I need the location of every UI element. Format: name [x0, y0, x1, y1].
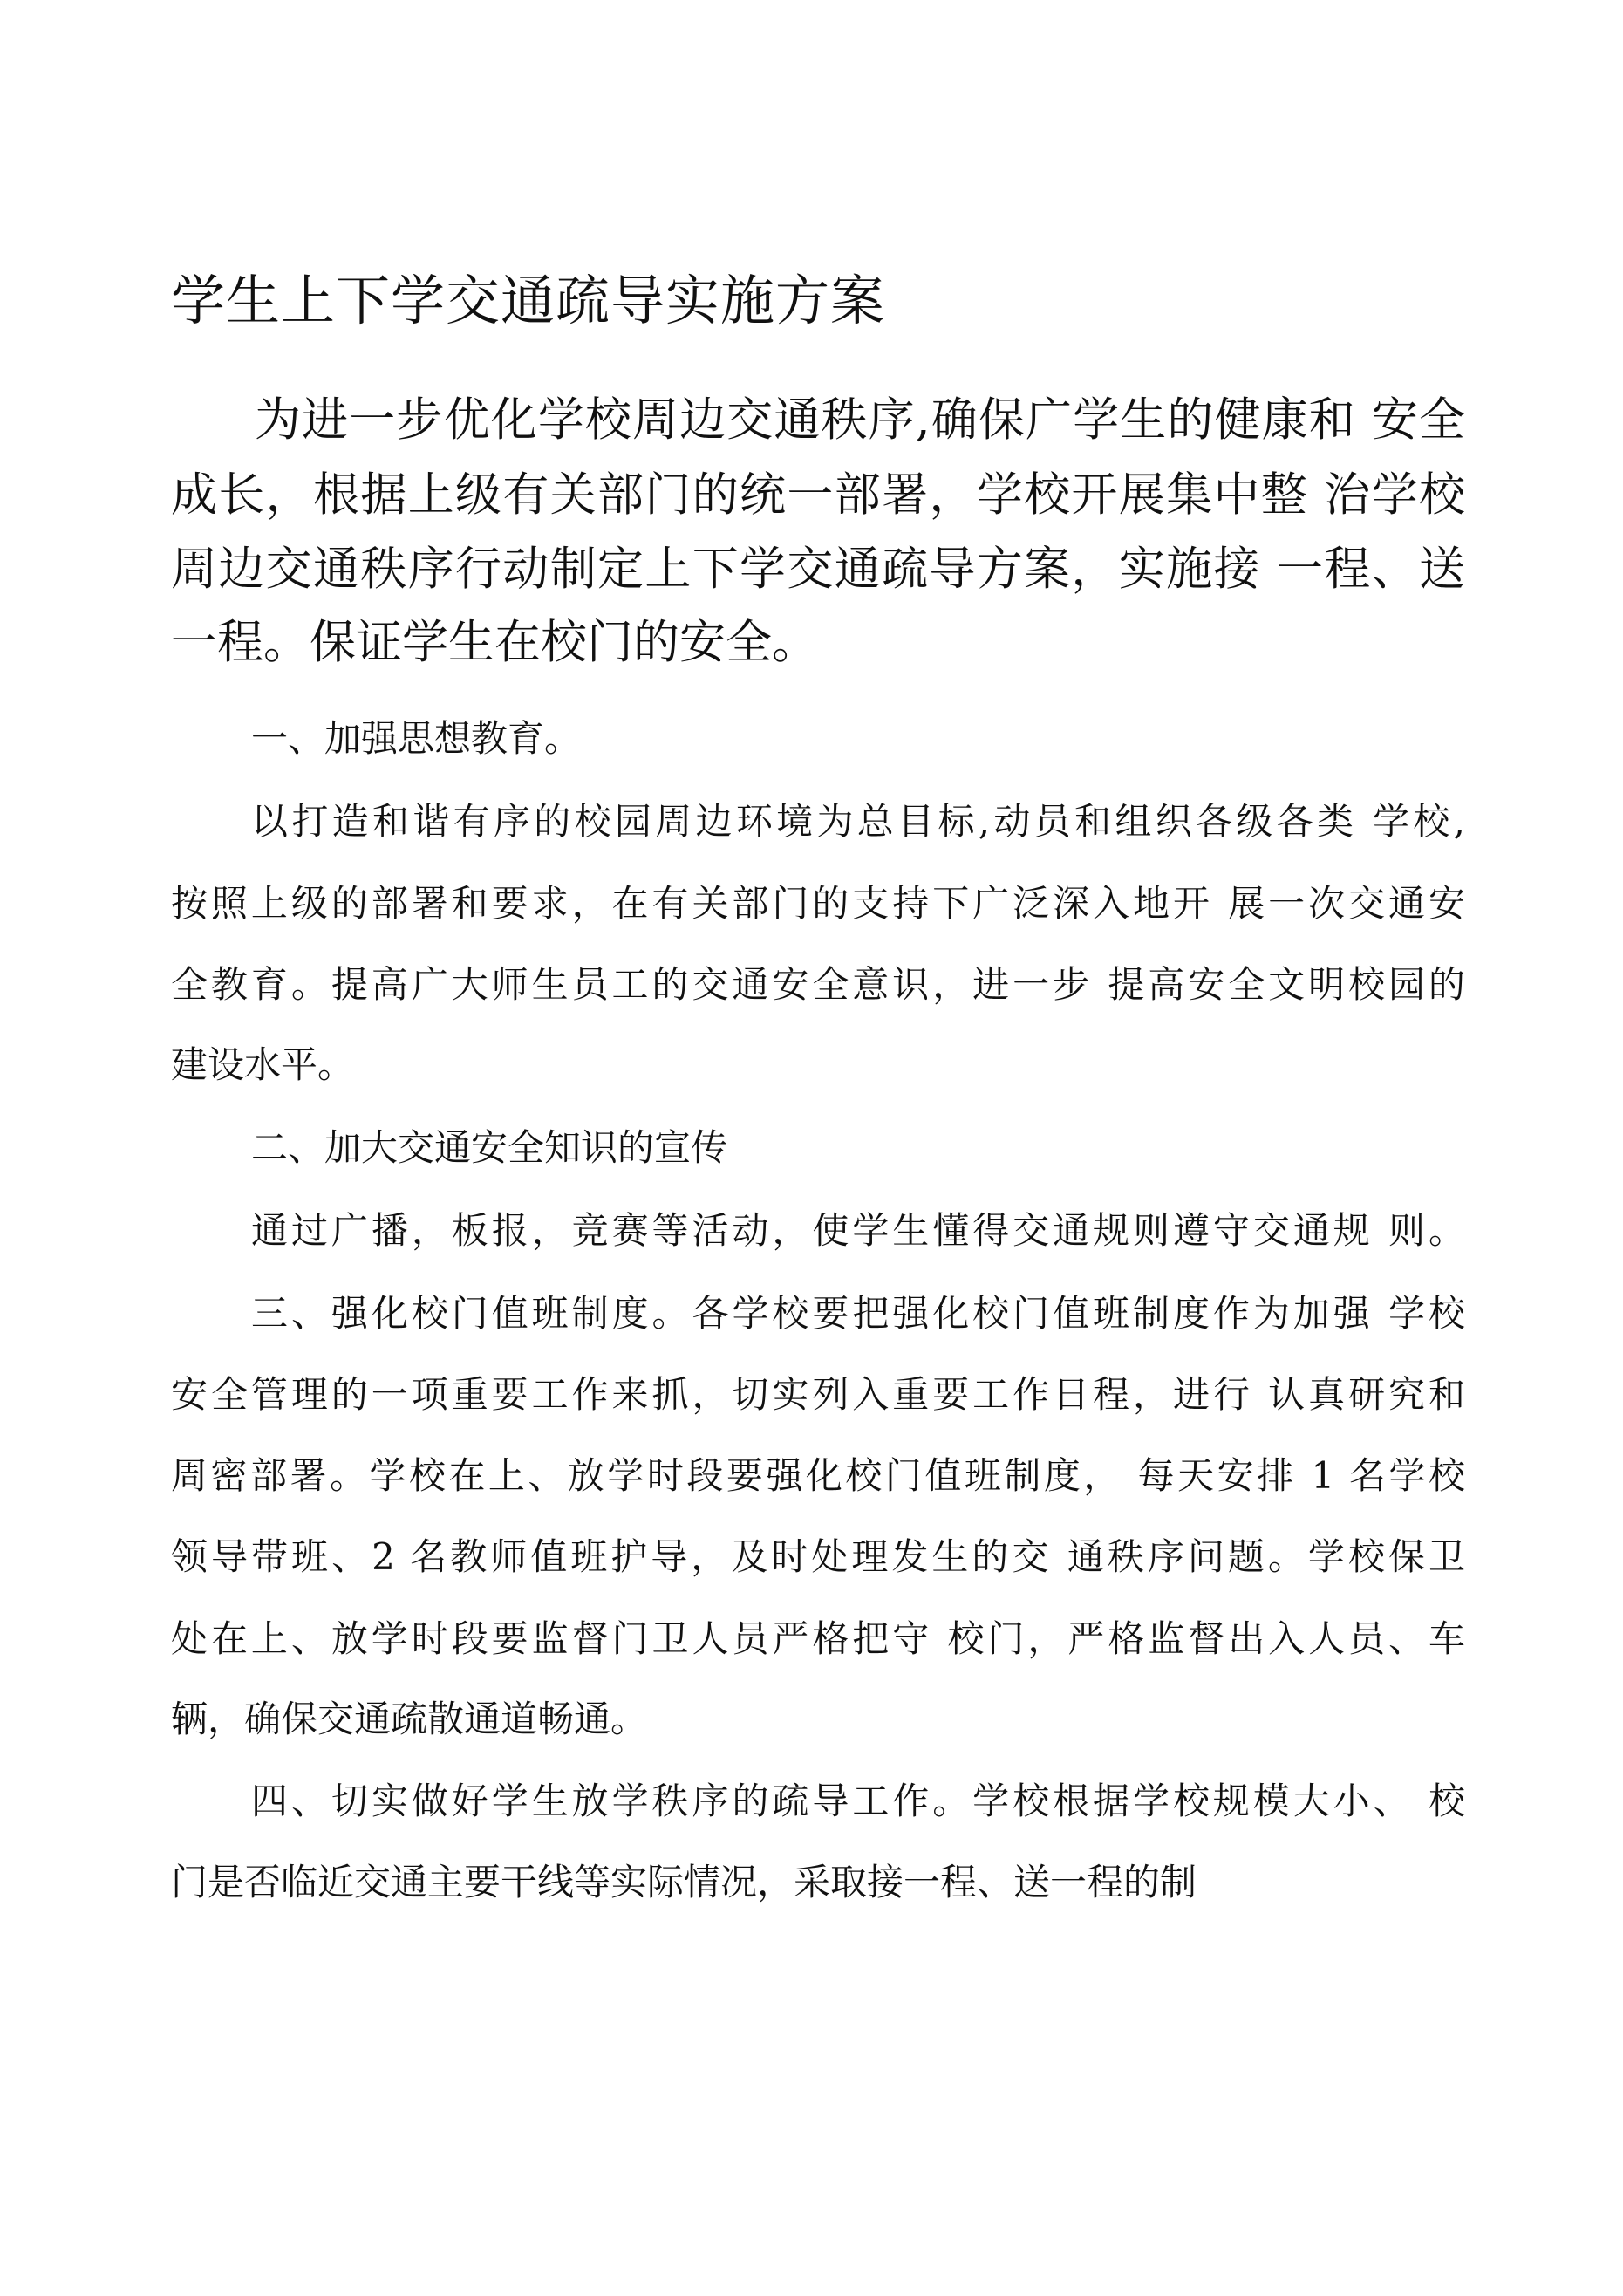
section-1-line-3: 全教育。提高广大师生员工的交通安全意识，进一步 提高安全文明校园的: [171, 963, 1465, 1006]
section-1-line-1: 以打造和谐有序的校园周边环境为总目标,动员和组织各级各类 学校,: [251, 800, 1465, 843]
section-1-line-2: 按照上级的部署和要求，在有关部门的支持下广泛深入地开 展一次交通安: [171, 882, 1465, 925]
section-2-heading: 二、加大交通安全知识的宣传: [251, 1126, 728, 1169]
section-2-line-1: 通过广播，板报，竞赛等活动，使学生懂得交通规则遵守交通规 则。: [251, 1209, 1465, 1252]
document-title: 学生上下学交通疏导实施方案: [171, 269, 886, 332]
section-1-line-4: 建设水平。: [171, 1043, 355, 1086]
section-3-line-5: 处在上、放学时段要监督门卫人员严格把守 校门，严格监督出入人员、车: [171, 1617, 1465, 1660]
section-3-line-1: 三、强化校门值班制度。各学校要把强化校门值班制度作为加强 学校: [251, 1292, 1465, 1335]
section-3-line-6: 辆，确保交通疏散通道畅通。: [171, 1698, 648, 1740]
intro-line-1: 为进一步优化学校周边交通秩序,确保广学生的健康和 安全: [255, 393, 1465, 447]
section-4-line-2: 门是否临近交通主要干线等实际情况，采取接一程、送一程的制: [171, 1861, 1197, 1903]
section-3-line-2: 安全管理的一项重要工作来抓，切实列入重要工作日程，进行 认真研究和: [171, 1373, 1465, 1416]
intro-line-3: 周边交通秩序行动制定上下学交通疏导方案，实施接 一程、送: [171, 543, 1465, 596]
section-3-line-3: 周密部署。学校在上、放学时段要强化校门值班制度， 每天安排 1 名学校: [171, 1454, 1465, 1497]
section-3-line-4: 领导带班、2 名教师值班护导，及时处理发生的交 通秩序问题。学校保卫: [171, 1535, 1465, 1578]
section-4-line-1: 四、切实做好学生放学秩序的疏导工作。学校根据学校规模大小、 校: [251, 1780, 1465, 1822]
intro-line-2: 成长，根据上级有关部门的统一部署，学校开展集中整 治学校: [171, 468, 1465, 522]
intro-line-4: 一程。保证学生在校门的安全。: [171, 616, 818, 669]
section-1-heading: 一、加强思想教育。: [251, 717, 582, 760]
